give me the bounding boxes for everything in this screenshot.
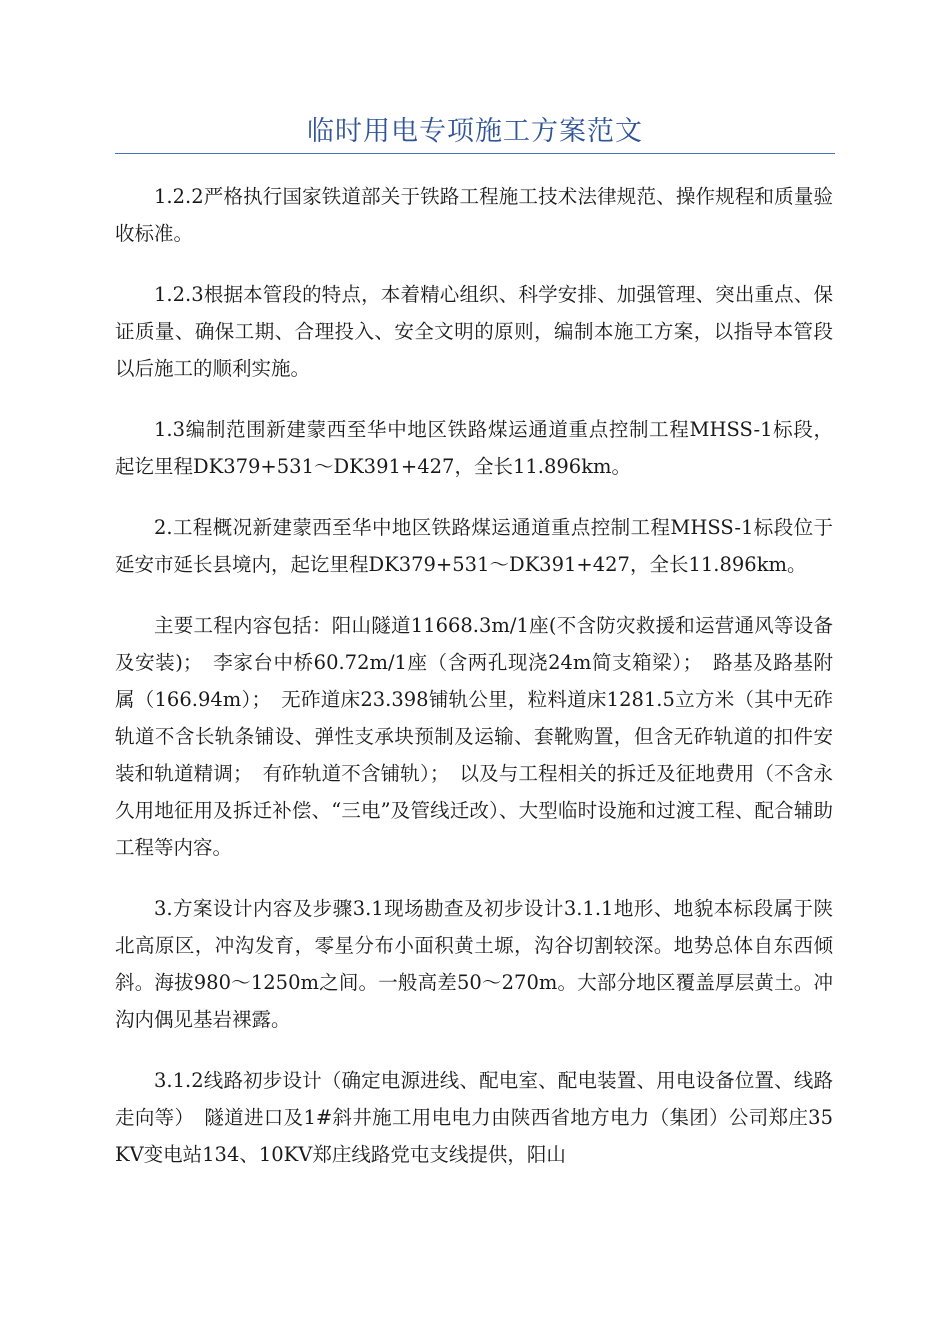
paragraph: 3.1.2线路初步设计（确定电源进线、配电室、配电装置、用电设备位置、线路走向等） 隧道进口及1#斜井施工用电电力由陕西省地方电力（集团）公司郑庄35KV变电站134、10KV郑庄线路党屯支线提供，阳山 [115,1069,833,1166]
document-body [115,178,833,1197]
paragraph: 主要工程内容包括：阳山隧道11668.3m/1座(不含防灾救援和运营通风等设备及安装)； 李家台中桥60.72m/1座（含两孔现浇24m简支箱梁）； 路基及路基附属（166.94m）； 无砟道床23.398铺轨公里，粒料道床1281.5立方米（其中无砟轨道不含长轨条铺设、弹性支承块预制及运输、套靴购置，但含无砟轨道的扣件安装和轨道精调； 有砟轨道不含铺轨）； 以及与工程相关的拆迁及征地费用（不含永久用地征用及拆迁补偿、“三电”及管线迁改）、大型临时设施和过渡工程、配合辅助工程等内容。 [115,614,833,859]
document-title: 临时用电专项施工方案范文 [307,116,643,147]
title-underline [115,153,835,154]
paragraph: 3.方案设计内容及步骤3.1现场勘查及初步设计3.1.1地形、地貌本标段属于陕北高原区，冲沟发育，零星分布小面积黄土塬，沟谷切割较深。地势总体自东西倾斜。海拔980～1250m之间。一般高差50～270m。大部分地区覆盖厚层黄土。冲沟内偶见基岩裸露。 [115,897,833,1031]
paragraph: 1.2.2严格执行国家铁道部关于铁路工程施工技术法律规范、操作规程和质量验收标准。 [115,185,833,245]
paragraph: 2.工程概况新建蒙西至华中地区铁路煤运通道重点控制工程MHSS-1标段位于延安市延长县境内，起讫里程DK379+531～DK391+427，全长11.896km。 [115,516,833,576]
paragraph: 1.2.3根据本管段的特点，本着精心组织、科学安排、加强管理、突出重点、保证质量、确保工期、合理投入、安全文明的原则，编制本施工方案，以指导本管段以后施工的顺利实施。 [115,283,833,380]
paragraph: 1.3编制范围新建蒙西至华中地区铁路煤运通道重点控制工程MHSS-1标段，起讫里程DK379+531～DK391+427，全长11.896km。 [115,418,833,478]
